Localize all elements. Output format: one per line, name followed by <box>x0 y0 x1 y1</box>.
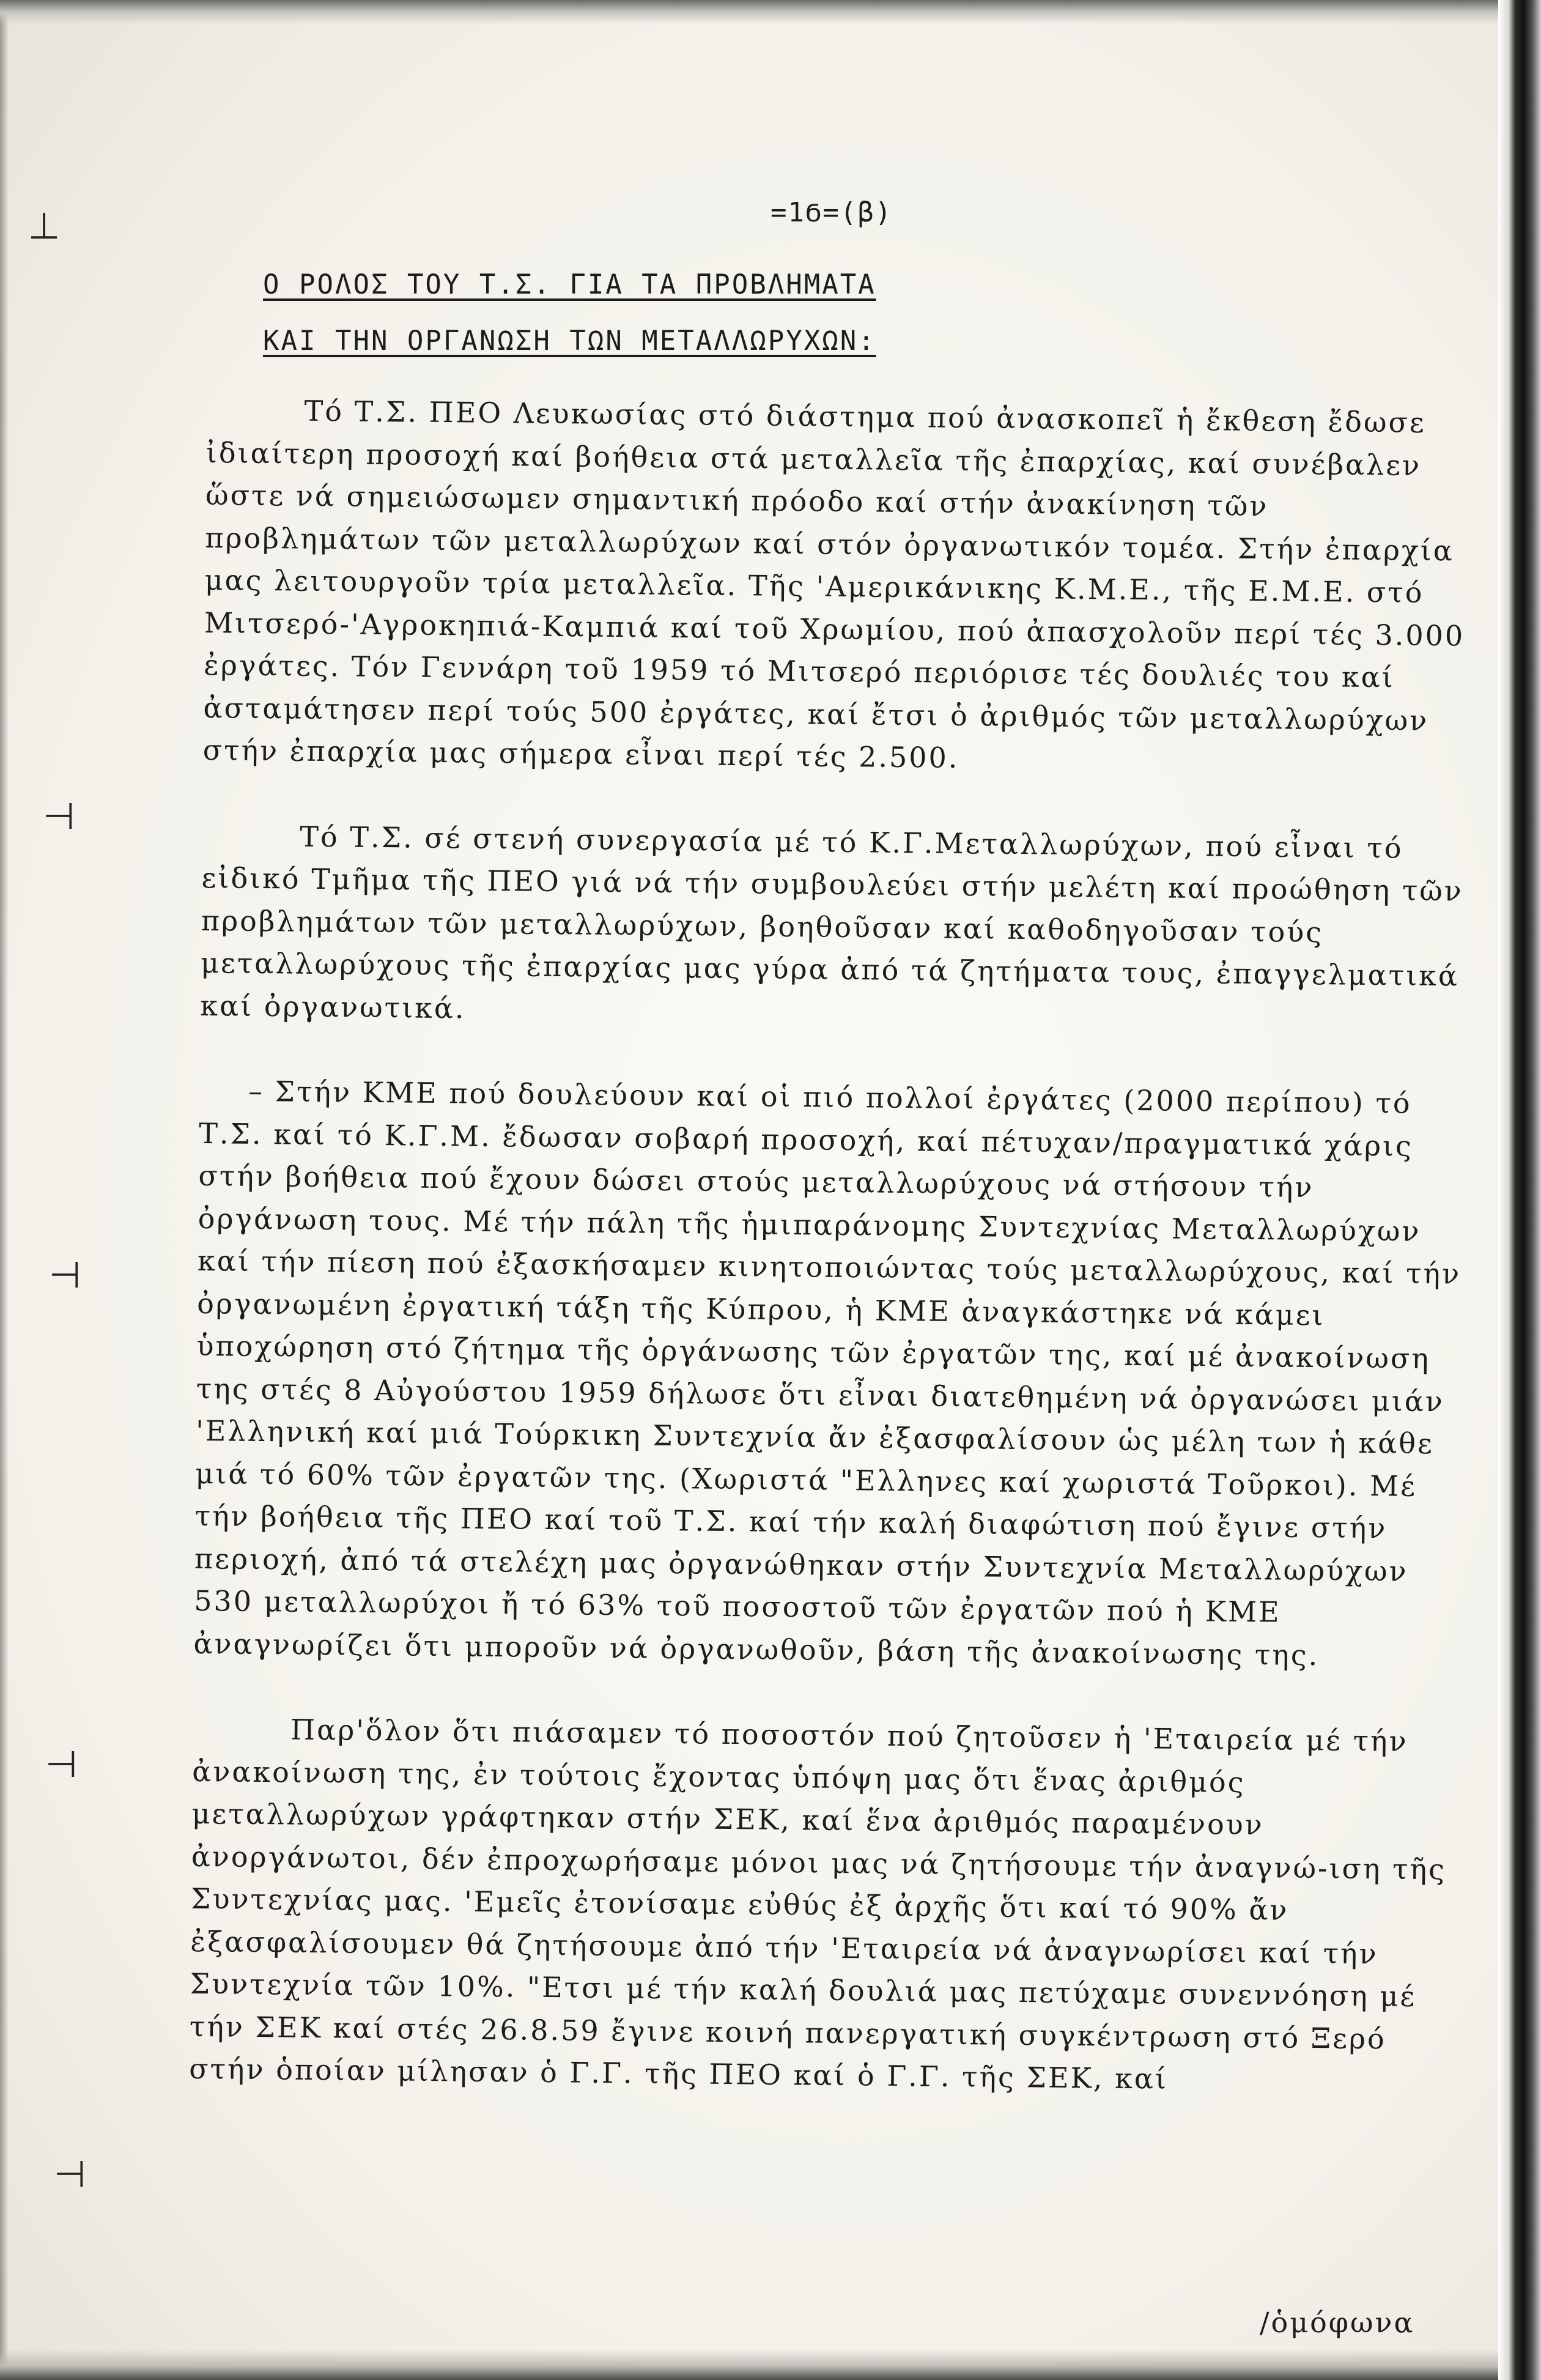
punch-mark-icon: ⊥ <box>28 205 61 248</box>
binding-edge <box>1498 0 1541 2380</box>
page-number: =1Ϭ=(β) <box>771 197 893 228</box>
punch-mark-icon: ⊣ <box>49 1254 81 1297</box>
top-edge-shadow <box>0 0 1541 24</box>
section-heading-line-2: ΚΑΙ ΤΗΝ ΟΡΓΑΝΩΣΗ ΤΩΝ ΜΕΤΑΛΛΩΡΥΧΩΝ: <box>263 325 876 357</box>
bottom-edge-shadow <box>0 2349 1541 2380</box>
punch-mark-icon: ⊣ <box>43 795 75 838</box>
punch-mark-icon: ⊣ <box>45 1743 78 1786</box>
paragraph-2: Τό Τ.Σ. σέ στενή συνεργασία μέ τό Κ.Γ.Μεταλλωρύχων, πού εἶναι τό εἰδικό Τμῆμα τῆς ΠΕΟ γιά νά τήν συμβουλεύει στήν μελέτη καί προώθηση τῶν προβλημάτων τῶν μεταλλωρύχων, βοηθοῦσαν καί καθοδηγοῦσαν τούς μεταλλωρύχους τῆς ἐπαρχίας μας γύρα ἀπό τά ζητήματα τους, ἐπαγγελματικά καί ὀργανωτικά. <box>200 820 1464 1025</box>
paragraph-4: Παρ'ὅλον ὅτι πιάσαμεν τό ποσοστόν πού ζητοῦσεν ἡ 'Εταιρεία μέ τήν ἀνακοίνωση της, ἐν τούτοις ἔχοντας ὑπόψη μας ὅτι ἕνας ἀριθμός μεταλλωρύχων γράφτηκαν στήν ΣΕΚ, καί ἕνα ἀριθμός παραμένουν ἀνοργάνωτοι, δέν ἐπροχωρήσαμε μόνοι μας νά ζητήσουμε τήν ἀναγνώ-ιση τῆς Συντεχνίας μας. 'Εμεῖς ἐτονίσαμε εὐθύς ἐξ ἀρχῆς ὅτι καί τό 90% ἄν ἐξασφαλίσουμεν θά ζητήσουμε ἀπό τήν 'Εταιρεία νά ἀναγνωρίσει καί τήν Συντεχνία τῶν 10%. "Ετσι μέ τήν καλή δουλιά μας πετύχαμε συνεννόηση μέ τήν ΣΕΚ καί στές 26.8.59 ἔγινε κοινή πανεργατική συγκέντρωση στό Ξερό στήν ὁποίαν μίλησαν ὁ Γ.Γ. τῆς ΠΕΟ καί ὁ Γ.Γ. τῆς ΣΕΚ, καί <box>188 1713 1447 2096</box>
punch-mark-icon: ⊣ <box>54 2153 86 2196</box>
continuation-word: /ὁμόφωνα <box>1260 2306 1415 2339</box>
left-edge-shadow <box>0 0 9 2380</box>
document-body <box>188 389 1485 2146</box>
paragraph-1: Τό Τ.Σ. ΠΕΟ Λευκωσίας στό διάστημα πού ἀνασκοπεῖ ἡ ἔκθεση ἔδωσε ἰδιαίτερη προσοχή καί βοήθεια στά μεταλλεῖα τῆς ἐπαρχίας, καί συνέβαλεν ὥστε νά σημειώσωμεν σημαντική πρόοδο καί στήν ἀνακίνηση τῶν προβλημάτων τῶν μεταλλωρύχων καί στόν ὀργανωτικόν τομέα. Στήν ἐπαρχία μας λειτουργοῦν τρία μεταλλεῖα. Τῆς 'Αμερικάνικης Κ.Μ.Ε., τῆς Ε.Μ.Ε. στό Μιτσερό-'Αγροκηπιά-Καμπιά καί τοῦ Χρωμίου, πού ἀπασχολοῦν περί τές 3.000 ἐργάτες. Τόν Γεννάρη τοῦ 1959 τό Μιτσερό περιόρισε τές δουλιές του καί ἀσταμάτησεν περί τούς 500 ἐργάτες, καί ἔτσι ὁ ἀριθμός τῶν μεταλλωρύχων στήν ἐπαρχία μας σήμερα εἶναι περί τές 2.500. <box>202 394 1465 774</box>
paragraph-3: – Στήν ΚΜΕ πού δουλεύουν καί οἱ πιό πολλοί ἐργάτες (2000 περίπου) τό Τ.Σ. καί τό Κ.Γ.Μ. ἔδωσαν σοβαρή προσοχή, καί πέτυχαν/πραγματικά χάρις στήν βοήθεια πού ἔχουν δώσει στούς μεταλλωρύχους νά στήσουν τήν ὀργάνωση τους. Μέ τήν πάλη τῆς ἡμιπαράνομης Συντεχνίας Μεταλλωρύχων καί τήν πίεση πού ἐξασκήσαμεν κινητοποιώντας τούς μεταλλωρύχους, καί τήν ὀργανωμένη ἐργατική τάξη τῆς Κύπρου, ἡ ΚΜΕ ἀναγκάστηκε νά κάμει ὑποχώρηση στό ζήτημα τῆς ὀργάνωσης τῶν ἐργατῶν της, καί μέ ἀνακοίνωση της στές 8 Αὐγούστου 1959 δήλωσε ὅτι εἶναι διατεθημένη νά ὀργανώσει μιάν 'Ελληνική καί μιά Τούρκικη Συντεχνία ἄν ἐξασφαλίσουν ὡς μέλη των ἡ κάθε μιά τό 60% τῶν ἐργατῶν της. (Χωριστά "Ελληνες καί χωριστά Τοῦρκοι). Μέ τήν βοήθεια τῆς ΠΕΟ καί τοῦ Τ.Σ. καί τήν καλή διαφώτιση πού ἔγινε στήν περιοχή, ἀπό τά στελέχη μας ὀργανώθηκαν στήν Συντεχνία Μεταλλωρύχων 530 μεταλλωρύχοι ἤ τό 63% τοῦ ποσοστοῦ τῶν ἐργατῶν πού ἡ ΚΜΕ ἀναγνωρίζει ὅτι μποροῦν νά ὀργανωθοῦν, βάση τῆς ἀνακοίνωσης της. <box>193 1074 1462 1672</box>
section-heading-line-1: Ο ΡΟΛΟΣ ΤΟΥ Τ.Σ. ΓΙΑ ΤΑ ΠΡΟΒΛΗΜΑΤΑ <box>263 269 876 300</box>
